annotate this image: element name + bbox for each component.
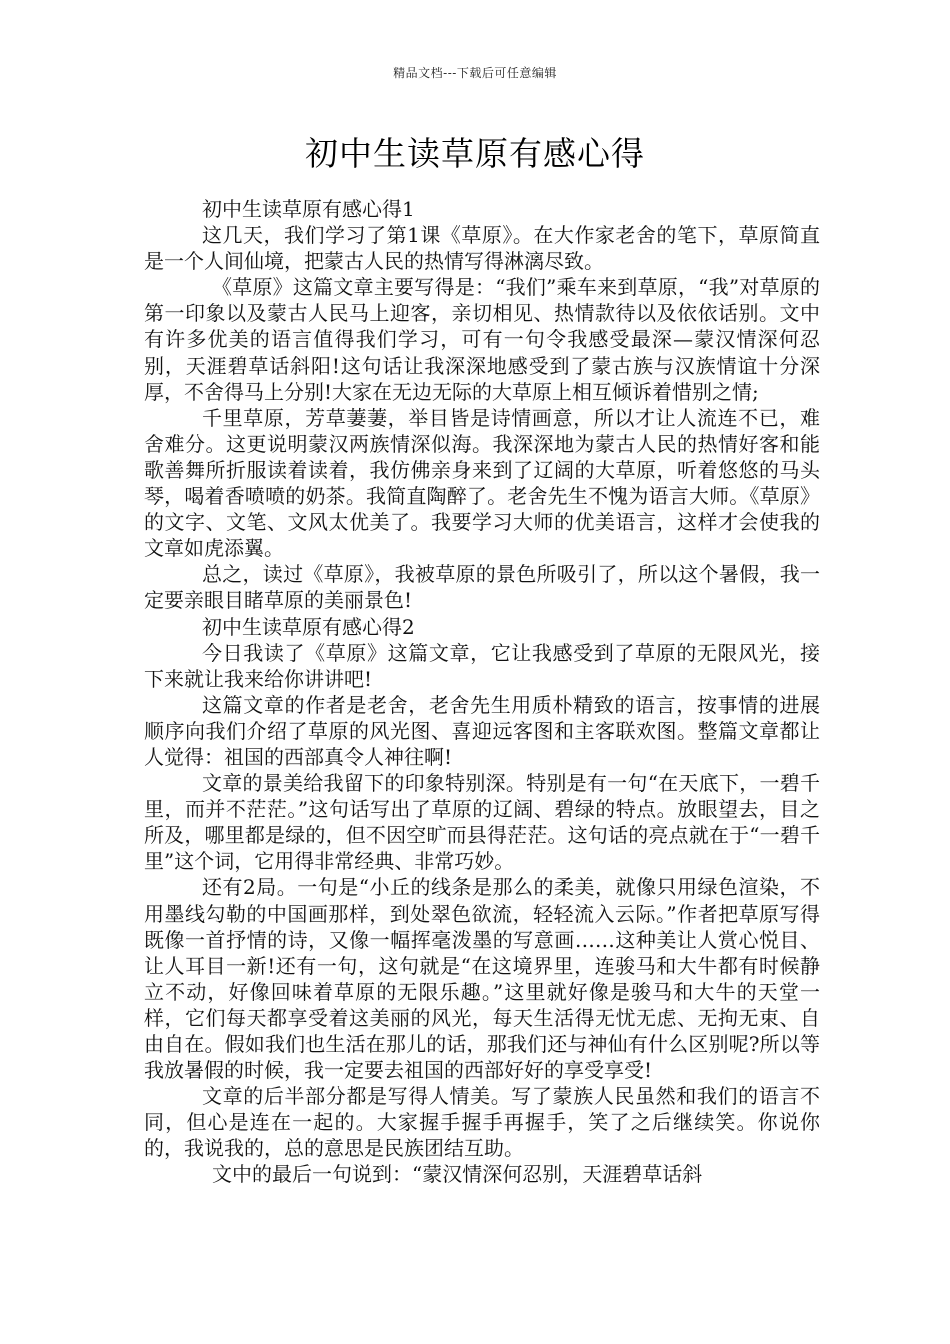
body-paragraph: 文章的后半部分都是写得人情美。写了蒙族人民虽然和我们的语言不同，但心是连在一起的。大家握手握手再握手，笑了之后继续笑。你说你的，我说我的，总的意思是民族团结互助。 [144, 1084, 820, 1161]
body-paragraph: 文章的景美给我留下的印象特别深。特别是有一句“在天底下，一碧千里，而并不茫茫。”这句话写出了草原的辽阔、碧绿的特点。放眼望去，目之所及，哪里都是绿的，但不因空旷而县得茫茫。这句话的亮点就在于“一碧千里”这个词，它用得非常经典、非常巧妙。 [144, 771, 820, 874]
body-paragraph: 总之，读过《草原》，我被草原的景色所吸引了，所以这个暑假，我一定要亲眼目睹草原的美丽景色! [144, 562, 820, 613]
body-paragraph: 这几天，我们学习了第1课《草原》。在大作家老舍的笔下，草原简直是一个人间仙境，把蒙古人民的热情写得淋漓尽致。 [144, 223, 820, 274]
body-paragraph: 初中生读草原有感心得2 [202, 614, 415, 639]
body-paragraph: 这篇文章的作者是老舍，老舍先生用质朴精致的语言，按事情的进展顺序向我们介绍了草原的风光图、喜迎远客图和主客联欢图。整篇文章都让人觉得：祖国的西部真令人神往啊! [144, 692, 820, 769]
document-body [144, 196, 820, 1188]
body-paragraph: 今日我读了《草原》这篇文章，它让我感受到了草原的无限风光，接下来就让我来给你讲讲吧! [144, 640, 820, 691]
body-paragraph: 千里草原，芳草萋萋，举目皆是诗情画意，所以才让人流连不已，难舍难分。这更说明蒙汉两族情深似海。我深深地为蒙古人民的热情好客和能歌善舞所折服读着读着，我仿佛亲身来到了辽阔的大草原，听着悠悠的马头琴，喝着香喷喷的奶茶。我简直陶醉了。老舍先生不愧为语言大师。《草原》的文字、文笔、文风太优美了。我要学习大师的优美语言，这样才会使我的文章如虎添翼。 [144, 405, 820, 561]
body-paragraph: 《草原》这篇文章主要写得是：“我们”乘车来到草原，“我”对草原的第一印象以及蒙古人民马上迎客，亲切相见、热情款待以及依依话别。文中有许多优美的语言值得我们学习，可有一句令我感受最深—蒙汉情深何忍别，天涯碧草话斜阳!这句话让我深深地感受到了蒙古族与汉族情谊十分深厚，不舍得马上分别!大家在无边无际的大草原上相互倾诉着惜别之情; [144, 275, 820, 404]
page-header: 精品文档---下载后可任意编辑 [393, 66, 557, 80]
document-title: 初中生读草原有感心得 [305, 134, 645, 173]
body-paragraph: 初中生读草原有感心得1 [202, 197, 415, 221]
body-paragraph: 还有2局。一句是“小丘的线条是那么的柔美，就像只用绿色渲染，不用墨线勾勒的中国画那样，到处翠色欲流，轻轻流入云际。”作者把草原写得既像一首抒情的诗，又像一幅挥毫泼墨的写意画……这种美让人赏心悦目、让人耳目一新!还有一句，这句就是“在这境界里，连骏马和大牛都有时候静立不动，好像回味着草原的无限乐趣。”这里就好像是骏马和大牛的天堂一样，它们每天都享受着这美丽的风光，每天生活得无忧无虑、无拘无束、自由自在。假如我们也生活在那儿的话，那我们还与神仙有什么区别呢?所以等我放暑假的时候，我一定要去祖国的西部好好的享受享受! [144, 875, 820, 1083]
body-paragraph: 文中的最后一句说到：“蒙汉情深何忍别，天涯碧草话斜 [212, 1162, 703, 1187]
